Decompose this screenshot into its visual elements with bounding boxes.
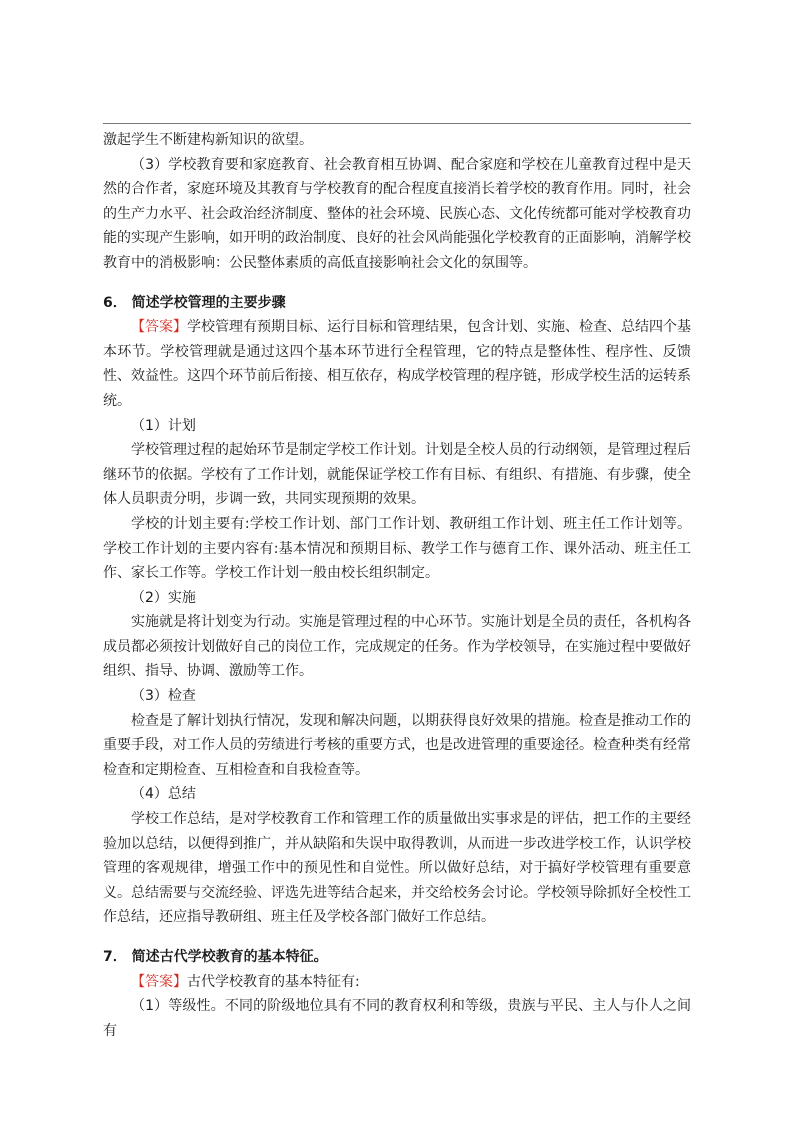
answer-7-text: 古代学校教育的基本特征有: bbox=[187, 973, 360, 990]
document-body bbox=[103, 128, 691, 1043]
step-4-paragraph: 学校工作总结，是对学校教育工作和管理工作的质量做出实事求是的评估，把工作的主要经验加以总结，以便得到推广，并从缺陷和失误中取得教训，从而进一步改进学校工作，认识学校管理的客观规律，增强工作中的预见性和自觉性。所以做好总结，对于搞好学校管理有重要意义。总结需要与交流经验、评选先进等结合起来，并交给校务会讨论。学校领导除抓好全校性工作总结，还应指导教研组、班主任及学校各部门做好工作总结。 bbox=[103, 811, 691, 926]
step-1-paragraph-2: 学校的计划主要有:学校工作计划、部门工作计划、教研组工作计划、班主任工作计划等。学校工作计划的主要内容有:基本情况和预期目标、教学工作与德育工作、课外活动、班主任工作、家长工作等。学校工作计划一般由校长组织制定。 bbox=[103, 515, 691, 582]
paragraph-point-3: （3）学校教育要和家庭教育、社会教育相互协调、配合家庭和学校在儿童教育过程中是天然的合作者，家庭环境及其教育与学校教育的配合程度直接消长着学校的教育作用。同时，社会的生产力水平、社会政治经济制度、整体的社会环境、民族心态、文化传统都可能对学校教育功能的实现产生影响，如开明的政治制度、良好的社会风尚能强化学校教育的正面影响，消解学校教育中的消极影响：公民整体素质的高低直接影响社会文化的氛围等。 bbox=[103, 156, 691, 271]
answer-6-text: 学校管理有预期目标、运行目标和管理结果，包含计划、实施、检查、总结四个基本环节。学校管理就是通过这四个基本环节进行全程管理，它的特点是整体性、程序性、反馈性、效益性。这四个环节前后衔接、相互依存，构成学校管理的程序链，形成学校生活的运转系统。 bbox=[103, 319, 691, 409]
question-7-heading: 7． 简述古代学校教育的基本特征。 bbox=[103, 949, 328, 965]
answer-tag: 【答案】 bbox=[131, 973, 187, 990]
answer-7-point-1: （1）等级性。不同的阶级地位具有不同的教育权利和等级，贵族与平民、主人与仆人之间有 bbox=[103, 998, 691, 1039]
step-2-paragraph: 实施就是将计划变为行动。实施是管理过程的中心环节。实施计划是全员的责任，各机构各成员都必须按计划做好自己的岗位工作，完成规定的任务。作为学校领导，在实施过程中要做好组织、指导、协调、激励等工作。 bbox=[103, 614, 691, 680]
step-1-heading: （1）计划 bbox=[131, 417, 196, 434]
answer-7-paragraph bbox=[103, 970, 691, 995]
paragraph-continuation: 激起学生不断建构新知识的欲望。 bbox=[103, 132, 313, 148]
step-3-paragraph: 检查是了解计划执行情况，发现和解决问题，以期获得良好效果的措施。检查是推动工作的重要手段，对工作人员的劳绩进行考核的重要方式，也是改进管理的重要途径。检查种类有经常检查和定期检查、互相检查和自我检查等。 bbox=[103, 712, 691, 778]
header-rule bbox=[103, 123, 691, 124]
step-3-heading: （3）检查 bbox=[131, 688, 196, 705]
step-1-paragraph-1: 学校管理过程的起始环节是制定学校工作计划。计划是全校人员的行动纲领，是管理过程后继环节的依据。学校有了工作计划，就能保证学校工作有目标、有组织、有措施、有步骤，使全体人员职责分明，步调一致，共同实现预期的效果。 bbox=[103, 442, 691, 508]
step-4-heading: （4）总结 bbox=[131, 786, 196, 803]
step-2-heading: （2）实施 bbox=[131, 589, 196, 606]
answer-tag: 【答案】 bbox=[131, 319, 187, 336]
answer-6-paragraph bbox=[103, 315, 691, 413]
question-6-heading: 6． 简述学校管理的主要步骤 bbox=[103, 294, 286, 311]
